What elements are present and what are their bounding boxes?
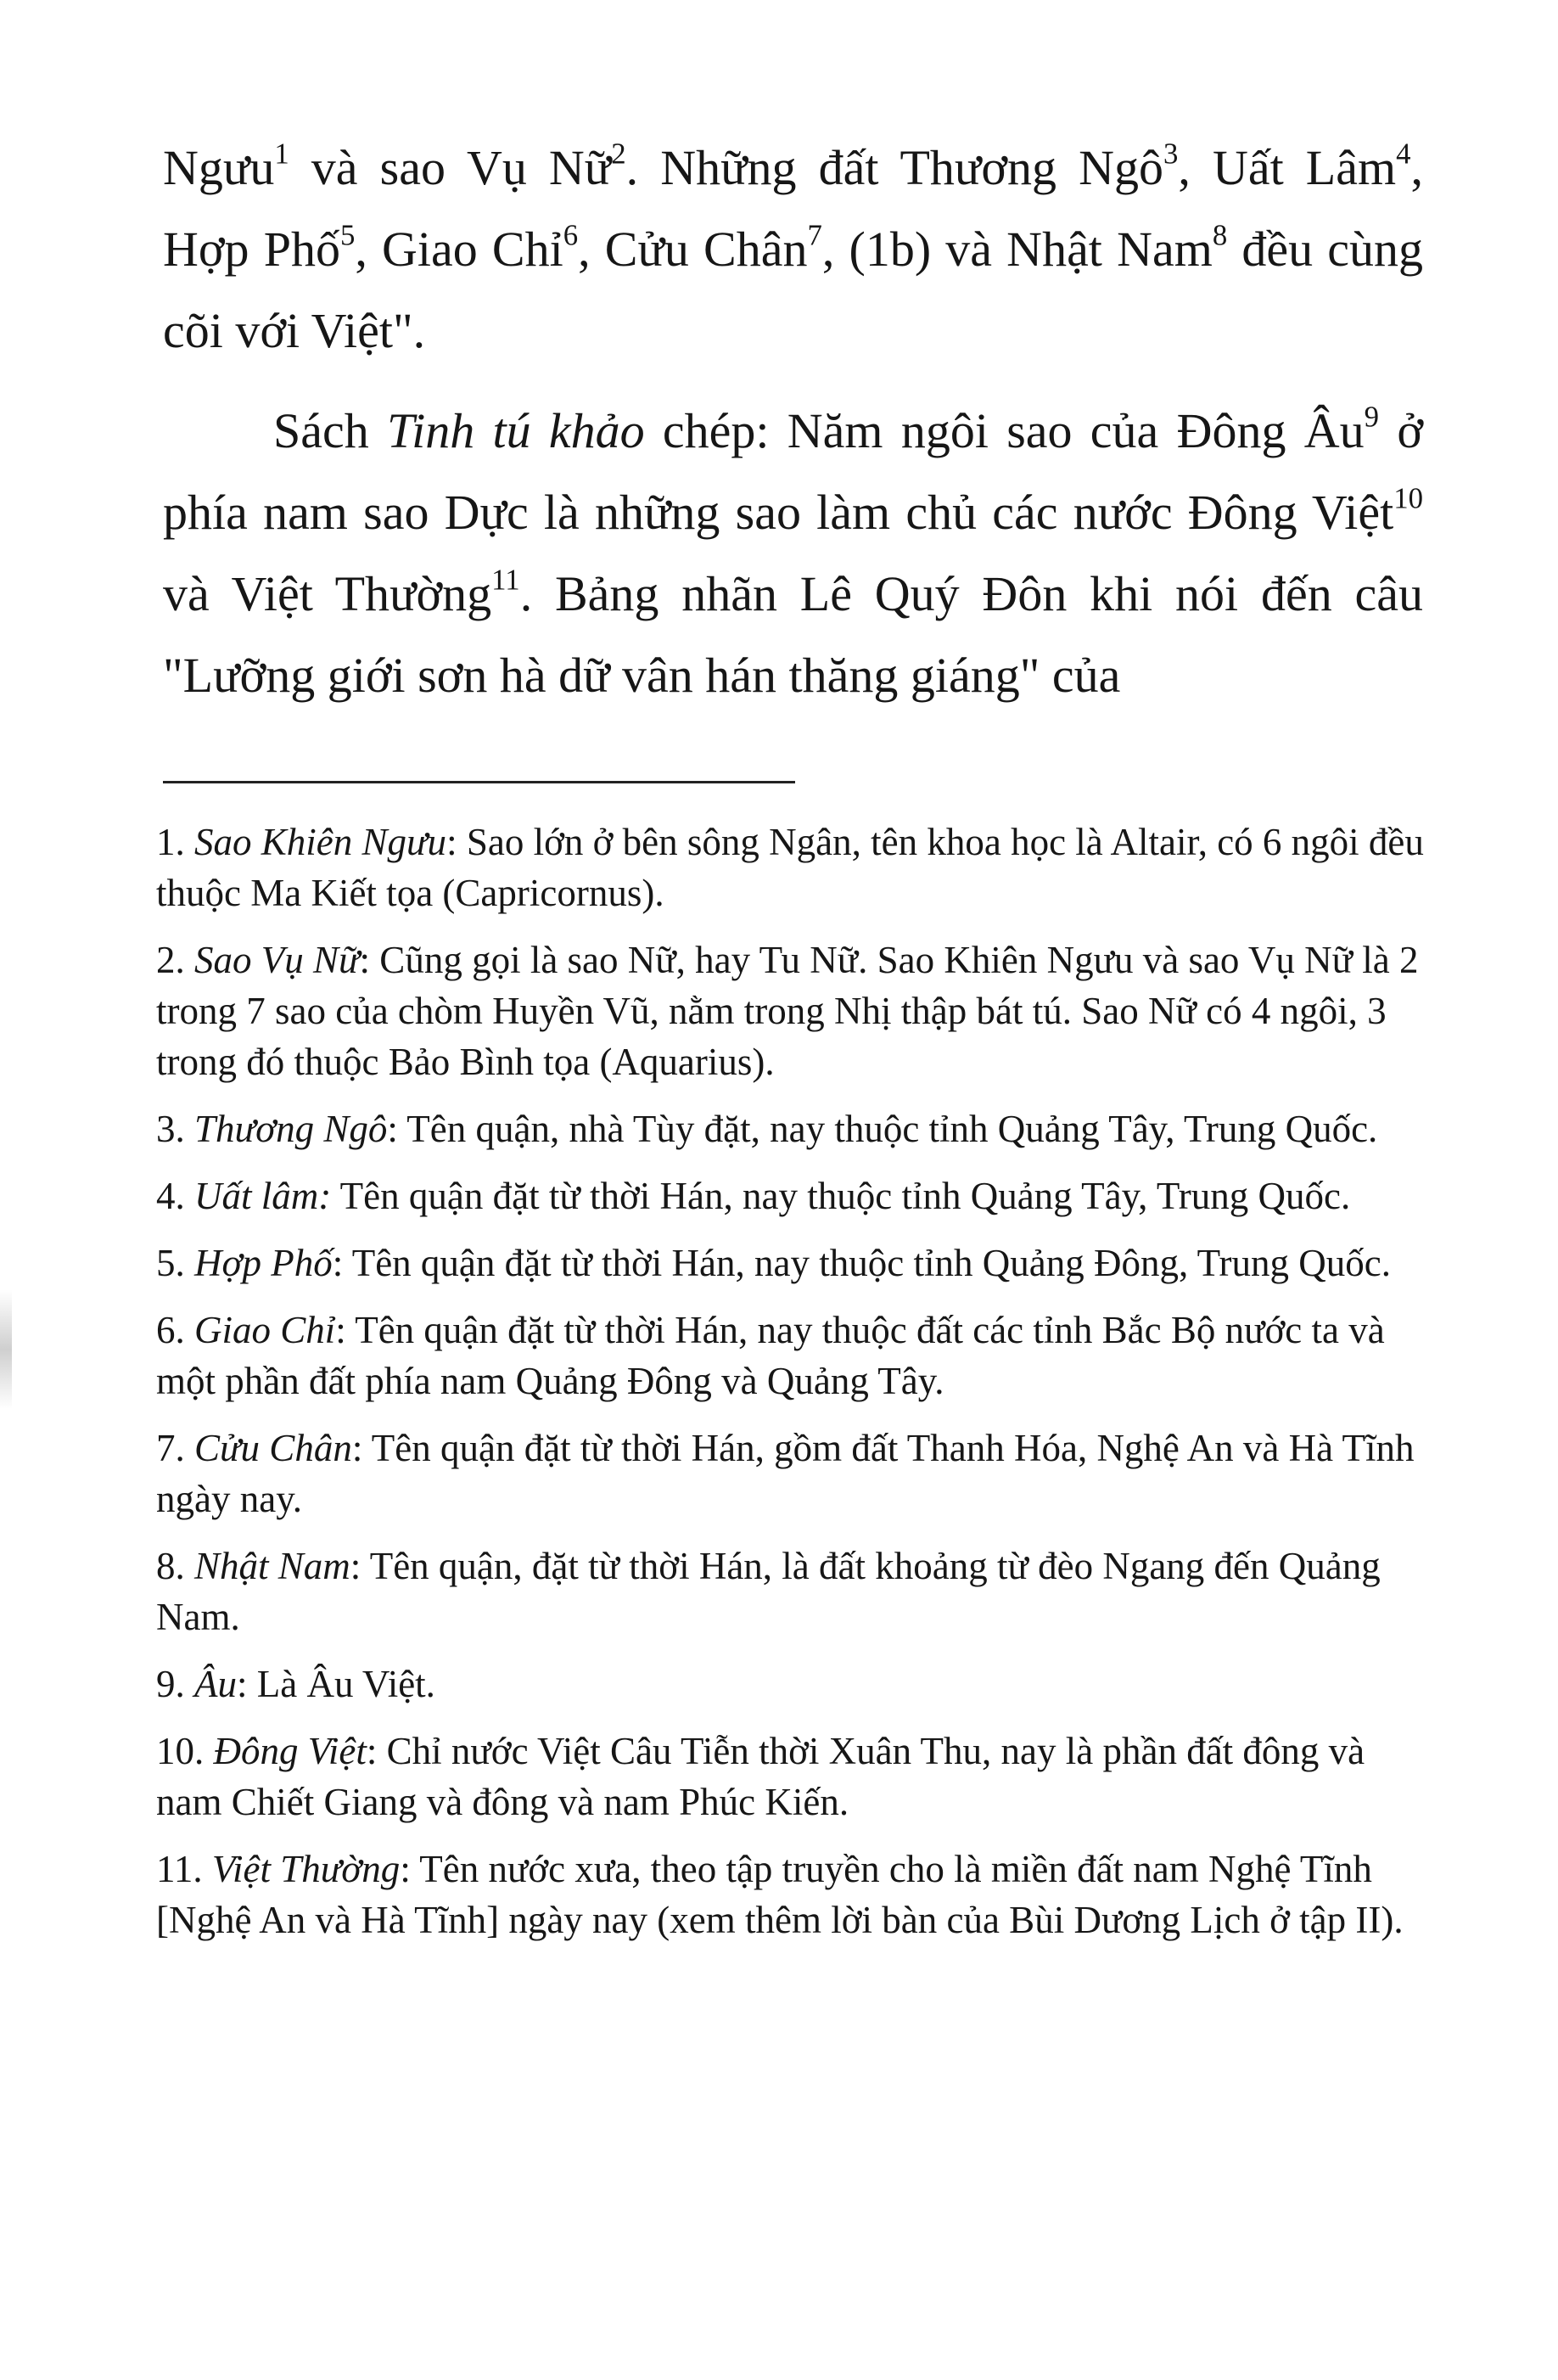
text-run: , Cửu Chân [578,222,808,277]
book-title: Tinh tú khảo [387,403,645,458]
text-run: , Giao Chỉ [355,222,563,277]
footnote-text: : Sao lớn ở bên sông Ngân, tên khoa học là Altair, có 6 ngôi đều thuộc Ma Kiết tọa (Capricornus). [156,821,1424,914]
footnote-8 [156,1541,1425,1642]
text-run: đều cùng cõi với Việt". [163,222,1423,358]
footnote-ref-1: 1 [274,137,289,171]
footnote-number: 2. [156,939,185,981]
footnote-text: : Tên quận, đặt từ thời Hán, là đất khoảng từ đèo Ngang đến Quảng Nam. [156,1545,1381,1638]
footnote-term: Sao Vụ Nữ [194,939,360,981]
footnote-number: 9. [156,1663,185,1705]
footnote-text: : Tên quận đặt từ thời Hán, gồm đất Thanh Hóa, Nghệ An và Hà Tĩnh ngày nay. [156,1427,1415,1520]
footnote-ref-11: 11 [491,563,520,597]
footnote-term: Thương Ngô [194,1108,388,1150]
text-run: chép: Năm ngôi sao của Đông Âu [644,403,1365,458]
footnote-number: 8. [156,1545,185,1587]
text-run: ở phía nam sao Dực là những sao làm chủ các nước Đông Việt [163,403,1424,540]
main-text [163,127,1423,716]
footnotes [156,817,1425,1962]
footnote-ref-5: 5 [339,218,356,252]
text-run: , (1b) và Nhật Nam [821,222,1213,277]
footnote-number: 3. [156,1108,185,1150]
footnote-term: Hợp Phố [194,1242,333,1284]
text-run: và sao Vụ Nữ [289,140,612,195]
text-run: Ngưu [163,140,275,195]
footnote-term: Việt Thường [211,1848,401,1890]
footnote-term: Âu [194,1663,237,1705]
footnote-ref-4: 4 [1396,137,1411,171]
footnote-text: : Tên quận, nhà Tùy đặt, nay thuộc tỉnh Quảng Tây, Trung Quốc. [387,1108,1378,1150]
footnote-number: 6. [156,1309,185,1351]
footnote-number: 10. [156,1730,205,1772]
footnote-term: Nhật Nam [194,1545,350,1587]
footnote-text: : Là Âu Việt. [237,1663,435,1705]
footnote-ref-9: 9 [1364,400,1380,434]
footnote-term: Uất lâm: [194,1175,332,1217]
paragraph-2 [163,390,1423,716]
footnote-9 [156,1659,1425,1709]
footnote-3 [156,1103,1425,1154]
footnote-ref-2: 2 [611,137,626,171]
footnote-term: Sao Khiên Ngưu [194,821,447,863]
text-run: . Những đất Thương Ngô [625,140,1164,195]
footnote-ref-7: 7 [807,218,822,252]
footnote-text: : Tên nước xưa, theo tập truyền cho là miền đất nam Nghệ Tĩnh [Nghệ An và Hà Tĩnh] ngày nay (xem thêm lời bàn của Bùi Dương Lịch ở tập II). [156,1848,1404,1941]
footnote-number: 4. [156,1175,185,1217]
footnote-2 [156,935,1425,1087]
text-run: , Uất Lâm [1178,140,1397,195]
text-run: , Hợp Phố [163,140,1424,277]
footnote-1 [156,817,1425,918]
scan-edge-shadow [0,1290,12,1409]
footnote-ref-3: 3 [1163,137,1179,171]
footnote-7 [156,1423,1425,1524]
footnote-ref-10: 10 [1393,481,1423,515]
footnote-text: : Cũng gọi là sao Nữ, hay Tu Nữ. Sao Khiên Ngưu và sao Vụ Nữ là 2 trong 7 sao của chòm Huyền Vũ, nằm trong Nhị thập bát tú. Sao Nữ có 4 ngôi, 3 trong đó thuộc Bảo Bình tọa (Aquarius). [156,939,1419,1083]
footnote-divider [163,781,795,783]
footnote-6 [156,1305,1425,1406]
footnote-4 [156,1170,1425,1221]
footnote-term: Đông Việt [213,1730,367,1772]
paragraph-1 [163,127,1423,372]
text-run: và Việt Thường [163,566,492,621]
footnote-number: 1. [156,821,185,863]
footnote-10 [156,1726,1425,1827]
footnote-text: Tên quận đặt từ thời Hán, nay thuộc tỉnh Quảng Tây, Trung Quốc. [331,1175,1351,1217]
footnote-text: : Chỉ nước Việt Câu Tiễn thời Xuân Thu, nay là phần đất đông và nam Chiết Giang và đông và nam Phúc Kiến. [156,1730,1365,1823]
footnote-number: 7. [156,1427,185,1469]
footnote-text: : Tên quận đặt từ thời Hán, nay thuộc đất các tỉnh Bắc Bộ nước ta và một phần đất phía nam Quảng Đông và Quảng Tây. [156,1309,1385,1402]
footnote-number: 11. [156,1848,203,1890]
text-run: . Bảng nhãn Lê Quý Đôn khi nói đến câu "Lưỡng giới sơn hà dữ vân hán thăng giáng" của [163,566,1423,703]
footnote-term: Giao Chỉ [194,1309,336,1351]
footnote-ref-6: 6 [563,218,579,252]
footnote-number: 5. [156,1242,185,1284]
text-run: Sách [273,403,388,458]
footnote-term: Cửu Chân [194,1427,352,1469]
footnote-text: : Tên quận đặt từ thời Hán, nay thuộc tỉnh Quảng Đông, Trung Quốc. [332,1242,1391,1284]
footnote-ref-8: 8 [1212,218,1228,252]
footnote-11 [156,1844,1425,1945]
footnote-5 [156,1238,1425,1288]
